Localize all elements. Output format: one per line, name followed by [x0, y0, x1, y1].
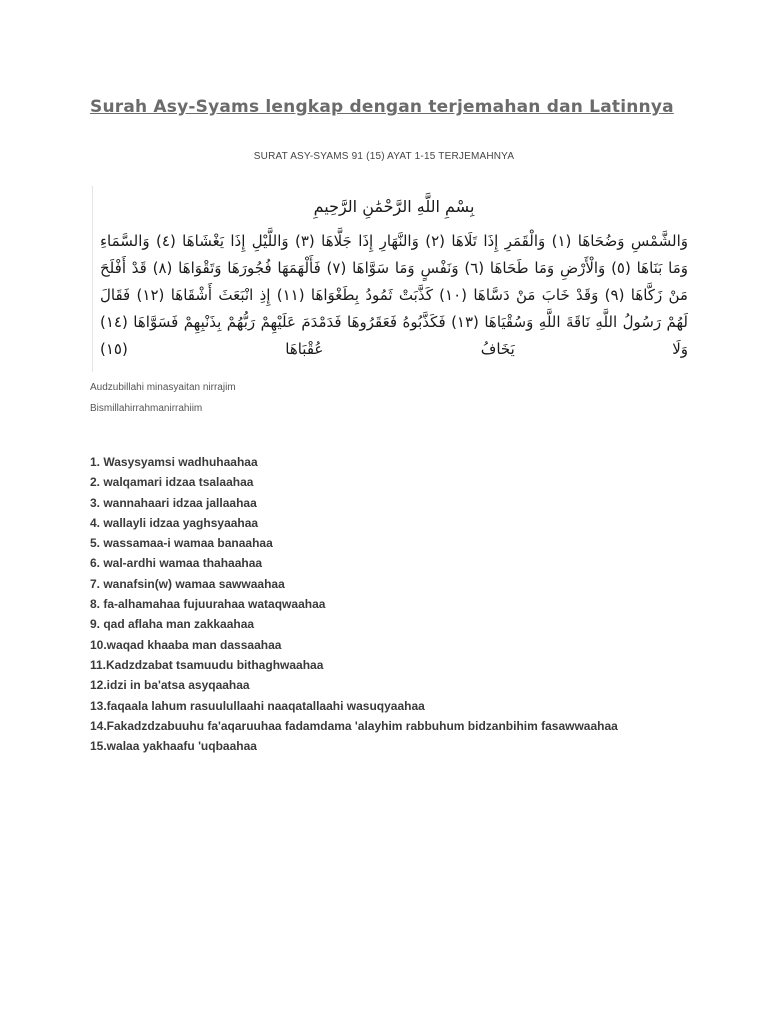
- verse-item-12: 12.idzi in ba'atsa asyqaahaa: [90, 678, 250, 693]
- arabic-basmala: بِسْمِ اللَّهِ الرَّحْمَٰنِ الرَّحِيمِ: [313, 197, 475, 216]
- verse-item-2: 2. walqamari idzaa tsalaahaa: [90, 475, 254, 490]
- verse-item-11: 11.Kadzdzabat tsamuudu bithaghwaahaa: [90, 657, 324, 672]
- latin-verse-list: [90, 452, 618, 756]
- verse-item-3: 3. wannahaari idzaa jallaahaa: [90, 495, 257, 510]
- verse-item-14: 14.Fakadzdzabuuhu fa'aqaruuhaa fadamdama 'alayhim rabbuhum bidzanbihim fasawwaahaa: [90, 718, 618, 733]
- verse-item-8: 8. fa-alhamahaa fujuurahaa wataqwaahaa: [90, 597, 326, 612]
- taawudz-text: Audzubillahi minasyaitan nirrajim: [90, 382, 236, 393]
- verse-item-15: 15.walaa yakhaafu 'uqbaahaa: [90, 739, 257, 754]
- document-title: Surah Asy-Syams lengkap dengan terjemahan dan Latinnya: [90, 97, 674, 117]
- verse-item-4: 4. wallayli idzaa yaghsyaahaa: [90, 515, 259, 530]
- document-subtitle: SURAT ASY-SYAMS 91 (15) AYAT 1-15 TERJEMAHNYA: [253, 151, 515, 162]
- arabic-text-image: [92, 182, 696, 372]
- verse-item-1: 1. Wasysyamsi wadhuhaahaa: [90, 455, 258, 469]
- verse-item-5: 5. wassamaa-i wamaa banaahaa: [90, 536, 273, 551]
- arabic-verses: وَالشَّمْسِ وَضُحَاهَا (١) وَالْقَمَرِ إِذَا تَلَاهَا (٢) وَالنَّهَارِ إِذَا جَلَّاهَا (٣) وَاللَّيْلِ إِذَا يَغْشَاهَا (٤) وَالسَّمَاءِ وَمَا بَنَاهَا (٥) وَالْأَرْضِ وَمَا طَحَاهَا (٦) وَنَفْسٍ وَمَا سَوَّاهَا (٧) فَأَلْهَمَهَا فُجُورَهَا وَتَقْوَاهَا (٨) قَدْ أَفْلَحَ مَنْ زَكَّاهَا (٩) وَقَدْ خَابَ مَنْ دَسَّاهَا (١٠) كَذَّبَتْ ثَمُودُ بِطَغْوَاهَا (١١) إِذِ انْبَعَثَ أَشْقَاهَا (١٢) فَقَالَ لَهُمْ رَسُولُ اللَّهِ نَاقَةَ اللَّهِ وَسُقْيَاهَا (١٣) فَكَذَّبُوهُ فَعَقَرُوهَا فَدَمْدَمَ عَلَيْهِمْ رَبُّهُمْ بِذَنْبِهِمْ فَسَوَّاهَا (١٤) وَلَا يَخَافُ عُقْبَاهَا (١٥): [100, 232, 689, 358]
- verse-item-10: 10.waqad khaaba man dassaahaa: [90, 637, 282, 652]
- verse-item-9: 9. qad aflaha man zakkaahaa: [90, 617, 255, 632]
- verse-item-7: 7. wanafsin(w) wamaa sawwaahaa: [90, 576, 285, 591]
- verse-item-13: 13.faqaala lahum rasuulullaahi naaqatallaahi wasuqyaahaa: [90, 698, 425, 713]
- verse-item-6: 6. wal-ardhi wamaa thahaahaa: [90, 556, 263, 571]
- basmala-latin-text: Bismillahirrahmanirrahiim: [90, 403, 203, 414]
